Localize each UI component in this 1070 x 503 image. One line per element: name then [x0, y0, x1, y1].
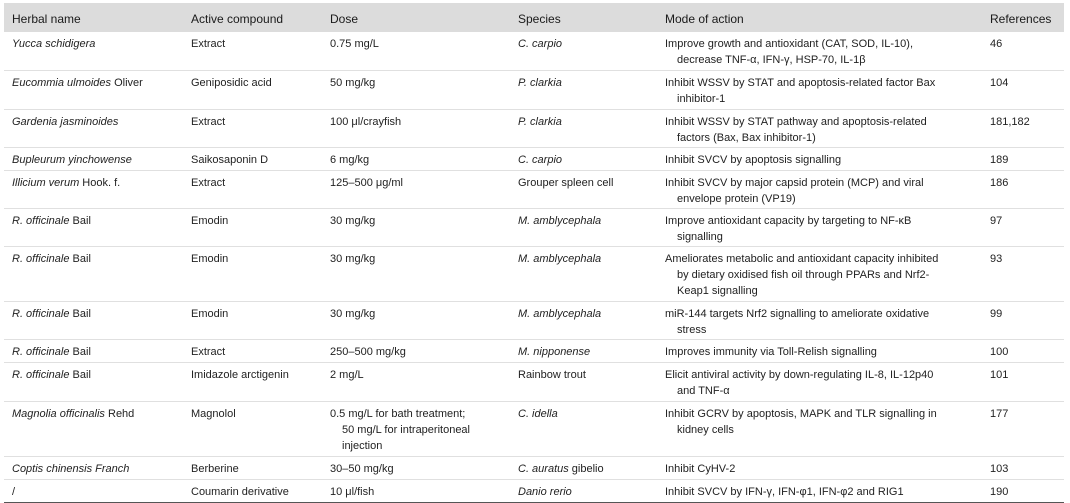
species-suffix: gibelio [568, 463, 604, 475]
species-italic: C. carpio [518, 154, 563, 166]
active-compound-cell: Geniposidic acid [191, 77, 272, 89]
herbal-name-italic: R. officinale [12, 346, 70, 358]
herbal-name-italic: R. officinale [12, 308, 70, 320]
dose-line: 30 mg/kg [330, 308, 376, 320]
herbal-name-suffix: Rehd [104, 408, 135, 420]
dose-cell [330, 114, 505, 130]
table-row [4, 148, 1064, 171]
species-cell [518, 484, 572, 500]
active-compound-cell: Extract [191, 38, 226, 50]
table-row [4, 247, 1064, 302]
herbal-table [4, 3, 1064, 503]
species-italic: P. clarkia [518, 77, 562, 89]
species-cell [518, 36, 562, 52]
table-body [4, 32, 1064, 503]
species-cell [518, 175, 613, 191]
herbal-name-cell [12, 367, 91, 383]
herbal-name-suffix: Bail [69, 215, 91, 227]
mode-line: signalling [677, 231, 723, 243]
reference-cell: 46 [990, 38, 1003, 50]
species-cell [518, 251, 601, 267]
mode-line: Ameliorates metabolic and antioxidant capacity inhibited [665, 253, 939, 265]
mode-of-action-cell [665, 306, 965, 338]
dose-cell [330, 75, 505, 91]
active-compound-cell: Emodin [191, 308, 229, 320]
herbal-name-italic: R. officinale [12, 215, 70, 227]
species-cell [518, 213, 601, 229]
reference-cell: 186 [990, 177, 1009, 189]
species-italic: C. idella [518, 408, 558, 420]
reference-cell: 97 [990, 215, 1003, 227]
table-row [4, 340, 1064, 363]
dose-cell [330, 406, 505, 454]
herbal-name-cell [12, 306, 91, 322]
mode-line: stress [677, 324, 707, 336]
dose-line: injection [342, 440, 383, 452]
table-row [4, 32, 1064, 71]
herbal-name-italic: R. officinale [12, 369, 70, 381]
reference-cell: 99 [990, 308, 1003, 320]
mode-of-action-cell [665, 36, 965, 68]
dose-line: 10 μl/fish [330, 486, 375, 498]
mode-of-action-cell [665, 75, 965, 107]
table-row [4, 110, 1064, 148]
reference-cell: 93 [990, 253, 1003, 265]
header-herbal-name: Herbal name [12, 12, 81, 26]
dose-cell [330, 306, 505, 322]
species-italic: M. nipponense [518, 346, 591, 358]
species-italic: M. amblycephala [518, 308, 602, 320]
header-species: Species [518, 12, 561, 26]
active-compound-cell: Imidazole arctigenin [191, 369, 289, 381]
species-cell [518, 344, 590, 360]
herbal-name-suffix: Bail [69, 308, 91, 320]
mode-of-action-cell [665, 461, 965, 477]
herbal-name-italic: Yucca schidigera [12, 38, 96, 50]
herbal-name-suffix: Hook. f. [79, 177, 121, 189]
herbal-name-cell [12, 213, 91, 229]
mode-line: Inhibit SVCV by IFN-γ, IFN-φ1, IFN-φ2 and RIG1 [665, 486, 904, 498]
dose-cell [330, 36, 505, 52]
mode-line: kidney cells [677, 424, 734, 436]
active-compound-cell: Extract [191, 116, 226, 128]
mode-line: decrease TNF-α, IFN-γ, HSP-70, IL-1β [677, 54, 866, 66]
dose-cell [330, 344, 505, 360]
dose-line: 2 mg/L [330, 369, 364, 381]
species-italic: M. amblycephala [518, 253, 602, 265]
herbal-name-cell [12, 175, 120, 191]
reference-cell: 100 [990, 346, 1009, 358]
active-compound-cell: Emodin [191, 215, 229, 227]
herbal-name-italic: Magnolia officinalis [12, 408, 105, 420]
species-cell [518, 114, 562, 130]
herbal-name-italic: Bupleurum yinchowense [12, 154, 132, 166]
mode-of-action-cell [665, 175, 965, 207]
mode-line: Inhibit GCRV by apoptosis, MAPK and TLR signalling in [665, 408, 937, 420]
reference-cell: 181,182 [990, 116, 1030, 128]
herbal-name-cell [12, 484, 15, 500]
mode-line: Improve antioxidant capacity by targeting to NF-κB [665, 215, 912, 227]
table-row [4, 302, 1064, 340]
mode-of-action-cell [665, 367, 965, 399]
species-cell [518, 406, 558, 422]
active-compound-cell: Extract [191, 346, 226, 358]
herbal-name-italic: Eucommia ulmoides [12, 77, 112, 89]
herbal-name-suffix: Bail [69, 369, 91, 381]
mode-line: factors (Bax, Bax inhibitor-1) [677, 132, 816, 144]
species-italic: Danio rerio [518, 486, 572, 498]
species-suffix: Grouper spleen cell [518, 177, 614, 189]
herbal-name-cell [12, 152, 132, 168]
dose-line: 125–500 μg/ml [330, 177, 403, 189]
dose-cell [330, 484, 505, 500]
header-dose: Dose [330, 12, 359, 26]
herbal-name-suffix: Oliver [111, 77, 143, 89]
mode-line: Improve growth and antioxidant (CAT, SOD, IL-10), [665, 38, 914, 50]
table-row [4, 209, 1064, 247]
table-row [4, 71, 1064, 110]
mode-of-action-cell [665, 114, 965, 146]
herbal-name-italic: Illicium verum [12, 177, 80, 189]
species-cell [518, 461, 604, 477]
species-cell [518, 75, 562, 91]
herbal-name-italic: Coptis chinensis Franch [12, 463, 130, 475]
herbal-name-cell [12, 75, 143, 91]
mode-line: Inhibit WSSV by STAT and apoptosis-related factor Bax [665, 77, 936, 89]
species-italic: C. carpio [518, 38, 563, 50]
dose-line: 250–500 mg/kg [330, 346, 406, 358]
species-suffix: Rainbow trout [518, 369, 586, 381]
active-compound-cell: Coumarin derivative [191, 486, 289, 498]
reference-cell: 190 [990, 486, 1009, 498]
species-cell [518, 152, 562, 168]
header-active-compound: Active compound [191, 12, 284, 26]
herbal-name-cell [12, 114, 118, 130]
reference-cell: 103 [990, 463, 1009, 475]
dose-cell [330, 251, 505, 267]
dose-line: 30 mg/kg [330, 253, 376, 265]
active-compound-cell: Extract [191, 177, 226, 189]
mode-line: inhibitor-1 [677, 93, 726, 105]
species-cell [518, 367, 586, 383]
mode-line: Keap1 signalling [677, 285, 758, 297]
mode-line: Inhibit SVCV by major capsid protein (MCP) and viral [665, 177, 924, 189]
herbal-name-cell [12, 344, 91, 360]
dose-line: 100 μl/crayfish [330, 116, 402, 128]
reference-cell: 101 [990, 369, 1009, 381]
dose-line: 30 mg/kg [330, 215, 376, 227]
herbal-name-cell [12, 461, 129, 477]
dose-line: 0.5 mg/L for bath treatment; [330, 408, 466, 420]
dose-cell [330, 367, 505, 383]
herbal-name-cell [12, 36, 95, 52]
dose-line: 50 mg/kg [330, 77, 376, 89]
herbal-name-cell [12, 406, 134, 422]
dose-cell [330, 213, 505, 229]
active-compound-cell: Magnolol [191, 408, 236, 420]
table-row [4, 457, 1064, 480]
mode-of-action-cell [665, 213, 965, 245]
mode-line: Elicit antiviral activity by down-regulating IL-8, IL-12p40 [665, 369, 934, 381]
species-cell [518, 306, 601, 322]
active-compound-cell: Berberine [191, 463, 239, 475]
table-row [4, 171, 1064, 209]
reference-cell: 177 [990, 408, 1009, 420]
table-header [4, 3, 1064, 32]
mode-of-action-cell [665, 484, 965, 500]
mode-line: and TNF-α [677, 385, 730, 397]
reference-cell: 189 [990, 154, 1009, 166]
dose-cell [330, 152, 505, 168]
dose-line: 0.75 mg/L [330, 38, 379, 50]
dose-line: 30–50 mg/kg [330, 463, 394, 475]
mode-line: Inhibit CyHV-2 [665, 463, 736, 475]
mode-of-action-cell [665, 406, 965, 438]
herbal-name-italic: R. officinale [12, 253, 70, 265]
reference-cell: 104 [990, 77, 1009, 89]
table-row [4, 480, 1064, 503]
mode-of-action-cell [665, 344, 965, 360]
species-italic: C. auratus [518, 463, 569, 475]
active-compound-cell: Emodin [191, 253, 229, 265]
mode-of-action-cell [665, 251, 965, 299]
dose-line: 6 mg/kg [330, 154, 370, 166]
mode-line: Inhibit WSSV by STAT pathway and apoptosis-related [665, 116, 927, 128]
herbal-name-suffix: Bail [69, 346, 91, 358]
herbal-name-cell [12, 251, 91, 267]
header-mode-of-action: Mode of action [665, 12, 744, 26]
header-references: References [990, 12, 1052, 26]
table-row [4, 402, 1064, 457]
active-compound-cell: Saikosaponin D [191, 154, 269, 166]
herbal-name-suffix: / [12, 486, 16, 498]
herbal-name-suffix: Bail [69, 253, 91, 265]
mode-line: envelope protein (VP19) [677, 193, 796, 205]
mode-line: by dietary oxidised fish oil through PPARs and Nrf2- [677, 269, 930, 281]
mode-line: miR-144 targets Nrf2 signalling to ameliorate oxidative [665, 308, 930, 320]
species-italic: M. amblycephala [518, 215, 602, 227]
mode-line: Inhibit SVCV by apoptosis signalling [665, 154, 842, 166]
dose-line: 50 mg/L for intraperitoneal [342, 424, 470, 436]
table-row [4, 363, 1064, 402]
herbal-name-italic: Gardenia jasminoides [12, 116, 119, 128]
dose-cell [330, 461, 505, 477]
dose-cell [330, 175, 505, 191]
mode-of-action-cell [665, 152, 965, 168]
mode-line: Improves immunity via Toll-Relish signalling [665, 346, 877, 358]
species-italic: P. clarkia [518, 116, 562, 128]
